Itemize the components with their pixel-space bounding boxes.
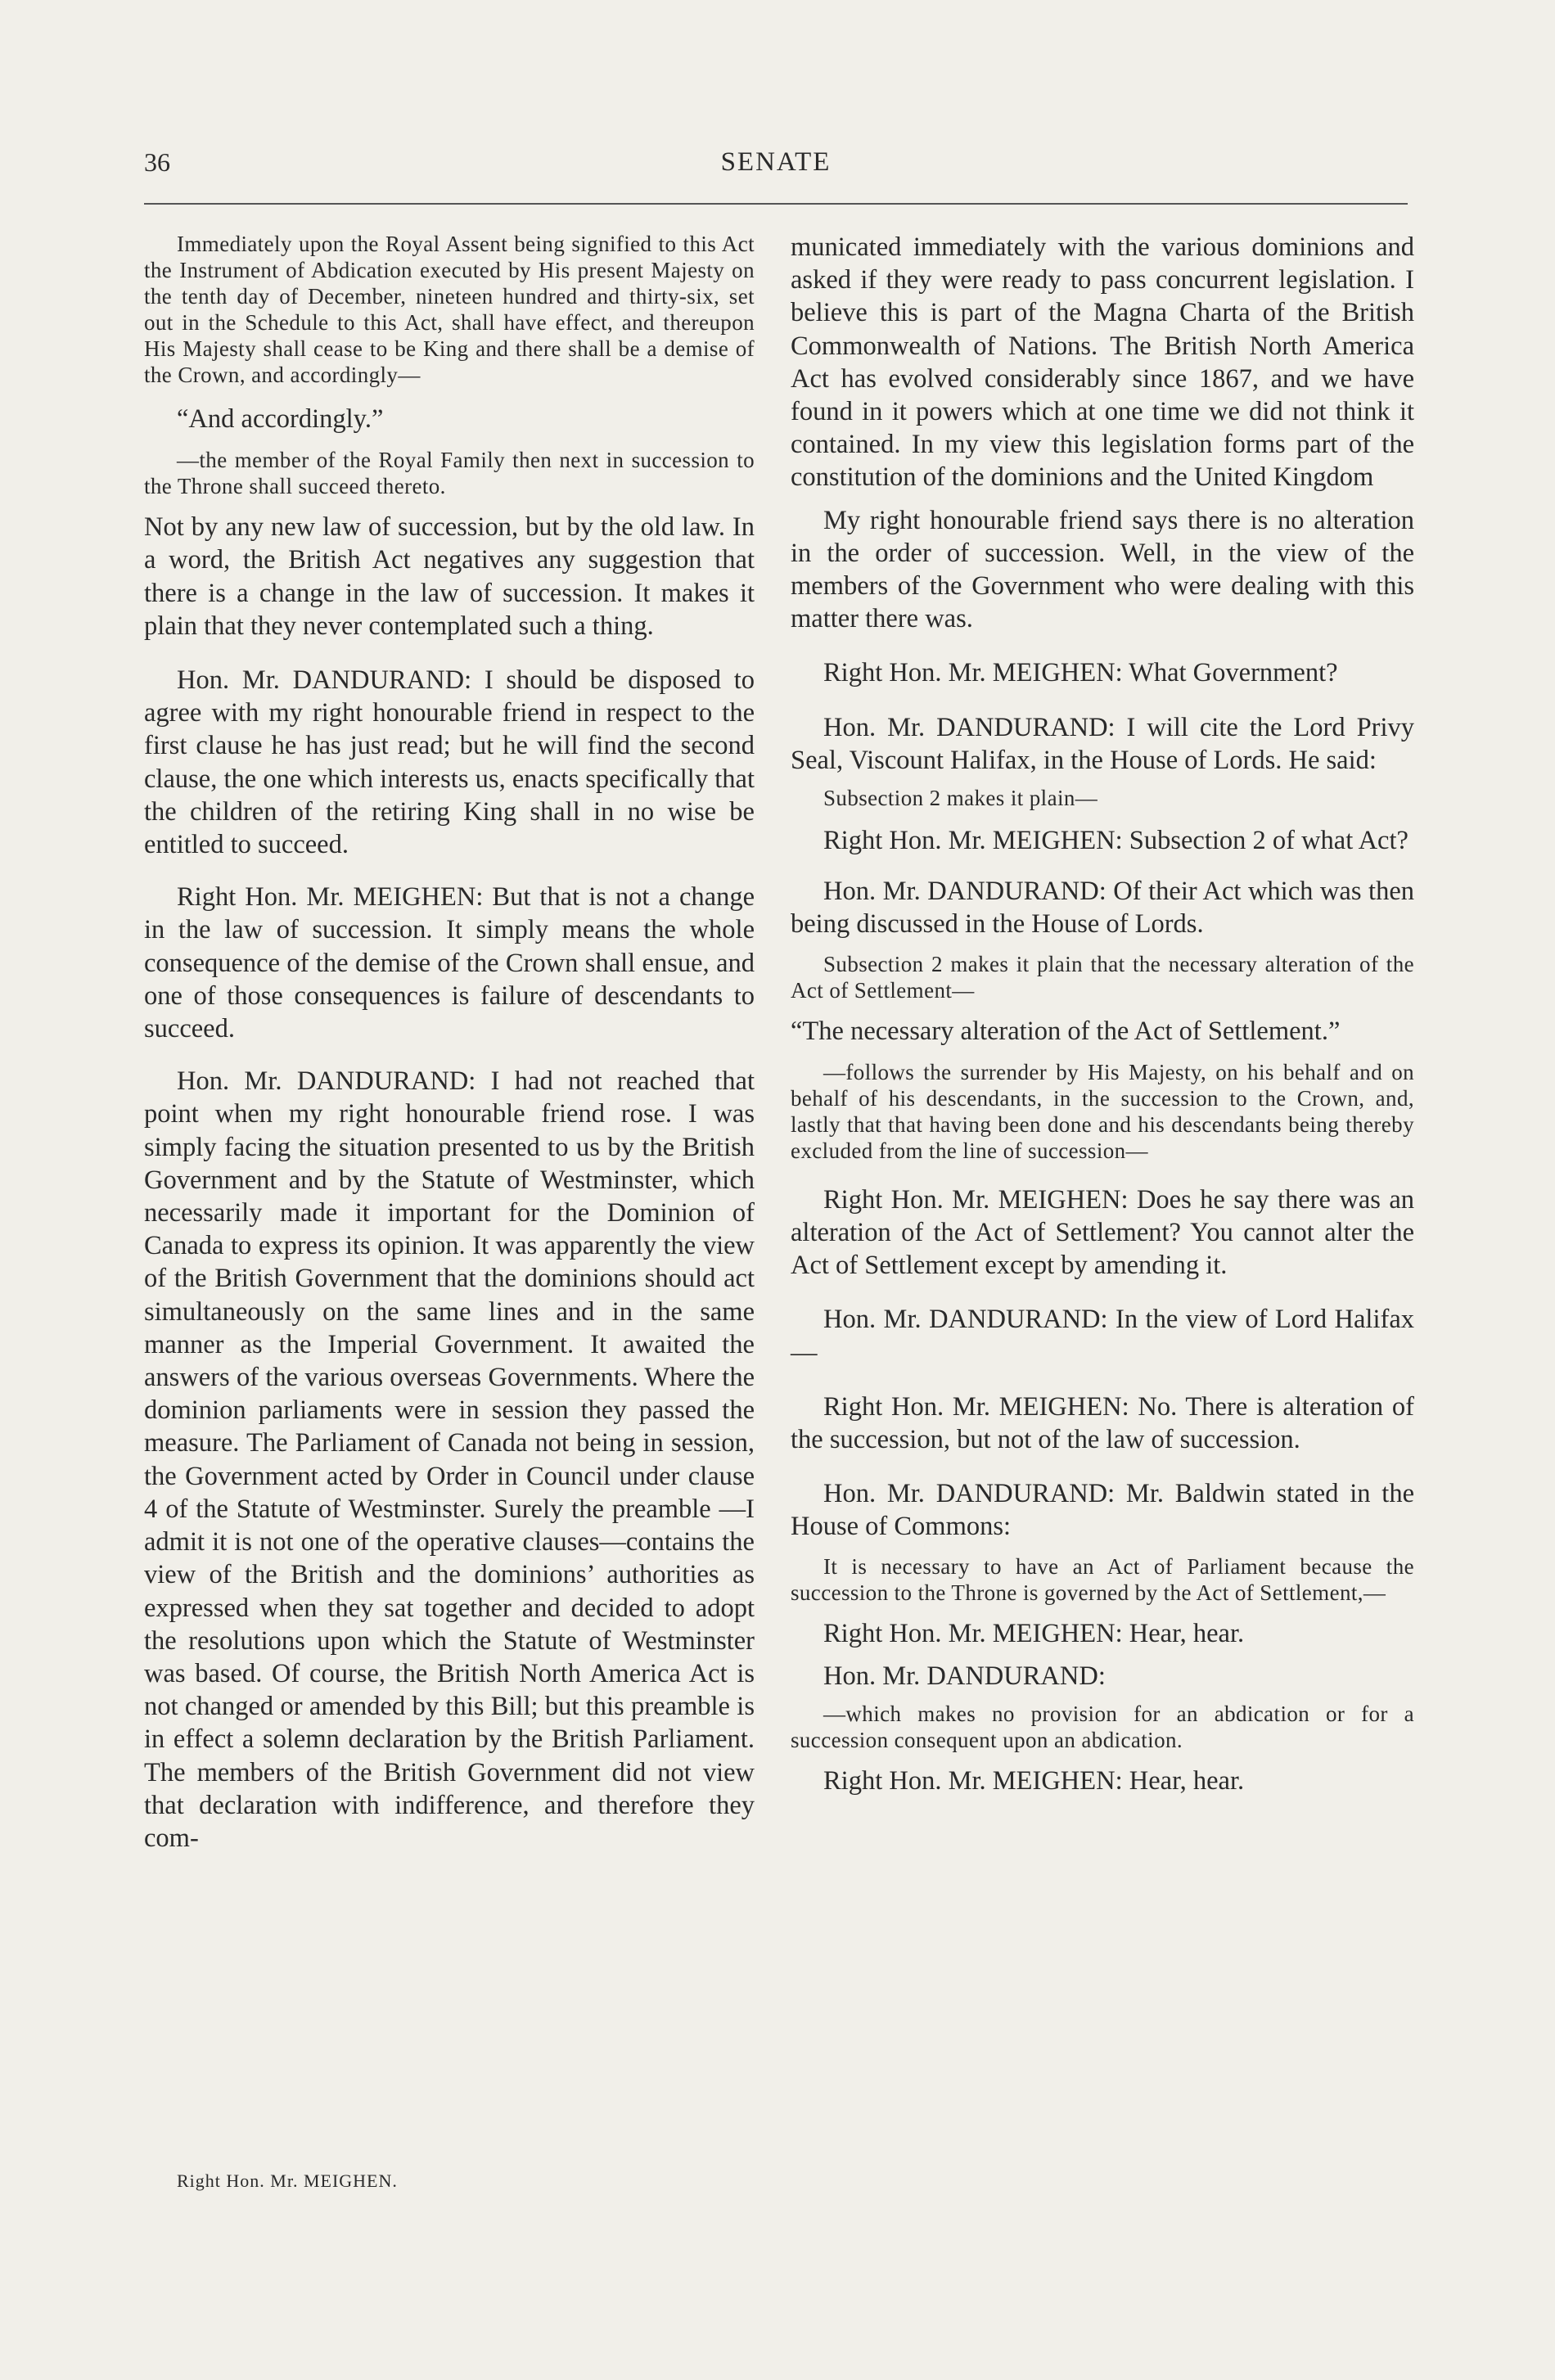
- paragraph: Not by any new law of succession, but by the old law. In a word, the British Act negatives any suggestion that there is a change in the law of succession. It makes it plain that they never contemplated such a thing.: [144, 512, 755, 641]
- speech-paragraph: Right Hon. Mr. MEIGHEN: Subsection 2 of what Act?: [823, 826, 1409, 856]
- running-head: SENATE: [720, 147, 832, 177]
- quoted-passage: Subsection 2 makes it plain that the necessary alteration of the Act of Settlement—: [791, 951, 1414, 1003]
- speech-paragraph: Hon. Mr. DANDURAND: I had not reached that point when my right honourable friend rose. I was simply facing the situation presented to us by the British Government and by the Statute of Westminster, which necessarily made it important for the Dominion of Canada to express its opinion. It was apparently the view of the British Government that the dominions should act simultaneously on the same lines and in the same manner as the Imperial Government. It awaited the answers of the various overseas Governments. Where the dominion parliaments were in session they passed the measure. The Parliament of Canada not being in session, the Government acted by Order in Council under clause 4 of the Statute of Westminster. Surely the preamble —I admit it is not one of the operative clauses—contains the view of the British and the dominions’ authorities as expressed when they sat together and decided to adopt the resolutions upon which the Statute of Westminster was based. Of course, the British North America Act is not changed or amended by this Bill; but this preamble is in effect a solemn declaration by the British Parliament. The members of the British Government did not view that declaration with indifference, and therefore they com-: [144, 1066, 755, 1853]
- page-number: 36: [144, 147, 170, 177]
- speech-paragraph: Right Hon. Mr. MEIGHEN: What Government?: [823, 658, 1338, 688]
- speech-paragraph: Hon. Mr. DANDURAND: I should be disposed to agree with my right honourable friend in respect to the first clause he has just read; but he will find the second clause, the one which interests us, enacts specifically that the children of the retiring King shall in no wise be entitled to succeed.: [144, 665, 755, 860]
- quoted-passage: Subsection 2 makes it plain—: [823, 786, 1098, 811]
- speech-paragraph: Right Hon. Mr. MEIGHEN: Does he say there was an alteration of the Act of Settlement? You cannot alter the Act of Settlement except by amending it.: [791, 1184, 1414, 1281]
- paragraph: “The necessary alteration of the Act of Settlement.”: [791, 1016, 1341, 1046]
- speech-paragraph: Hon. Mr. DANDURAND: I will cite the Lord Privy Seal, Viscount Halifax, in the House of Lords. He said:: [791, 712, 1414, 775]
- speech-paragraph: Right Hon. Mr. MEIGHEN: Hear, hear.: [823, 1618, 1245, 1648]
- quoted-passage: —the member of the Royal Family then next in succession to the Throne shall succeed thereto.: [144, 448, 755, 499]
- quoted-passage: —follows the surrender by His Majesty, on his behalf and on behalf of his descendants, in the succession to the Crown, and, lastly that that having been done and his descendants being thereby excluded from the line of succession—: [791, 1059, 1414, 1163]
- speech-paragraph: Hon. Mr. DANDURAND: Mr. Baldwin stated in the House of Commons:: [791, 1479, 1414, 1542]
- paragraph: My right honourable friend says there is no alteration in the order of succession. Well, in the view of the members of the Government who were dealing with this matter there was.: [791, 505, 1414, 634]
- speech-paragraph: Right Hon. Mr. MEIGHEN: But that is not a change in the law of succession. It simply means the whole consequence of the demise of the Crown shall ensue, and one of those consequences is failure of descendants to succeed.: [144, 882, 755, 1044]
- page-header: [144, 147, 1408, 188]
- right-column: [791, 231, 1414, 1815]
- speech-paragraph: Hon. Mr. DANDURAND: In the view of Lord Halifax—: [791, 1305, 1414, 1368]
- quoted-passage: Immediately upon the Royal Assent being signified to this Act the Instrument of Abdication executed by His present Majesty on the tenth day of December, nineteen hundred and thirty-six, set out in the Schedule to this Act, shall have effect, and thereupon His Majesty shall cease to be King and there shall be a demise of the Crown, and accordingly—: [144, 232, 755, 387]
- header-rule: [144, 203, 1408, 205]
- speech-paragraph: Hon. Mr. DANDURAND: Of their Act which was then being discussed in the House of Lords.: [791, 877, 1414, 940]
- speech-paragraph: Hon. Mr. DANDURAND:: [823, 1661, 1106, 1691]
- quoted-passage: It is necessary to have an Act of Parliament because the succession to the Throne is governed by the Act of Settlement,—: [791, 1553, 1414, 1605]
- catchword: Right Hon. Mr. MEIGHEN.: [177, 2170, 398, 2191]
- paragraph: “And accordingly.”: [177, 404, 384, 434]
- speech-paragraph: Right Hon. Mr. MEIGHEN: Hear, hear.: [823, 1766, 1245, 1796]
- quoted-passage: —which makes no provision for an abdication or for a succession consequent upon an abdication.: [791, 1702, 1414, 1753]
- paragraph: municated immediately with the various dominions and asked if they were ready to pass concurrent legislation. I believe this is part of the Magna Charta of the British Commonwealth of Nations. The British North America Act has evolved considerably since 1867, and we have found in it powers which at one time we did not think it contained. In my view this legislation forms part of the constitution of the dominions and the United Kingdom: [791, 232, 1414, 493]
- speech-paragraph: Right Hon. Mr. MEIGHEN: No. There is alteration of the succession, but not of the law of succession.: [791, 1391, 1414, 1455]
- left-column: [144, 231, 755, 1873]
